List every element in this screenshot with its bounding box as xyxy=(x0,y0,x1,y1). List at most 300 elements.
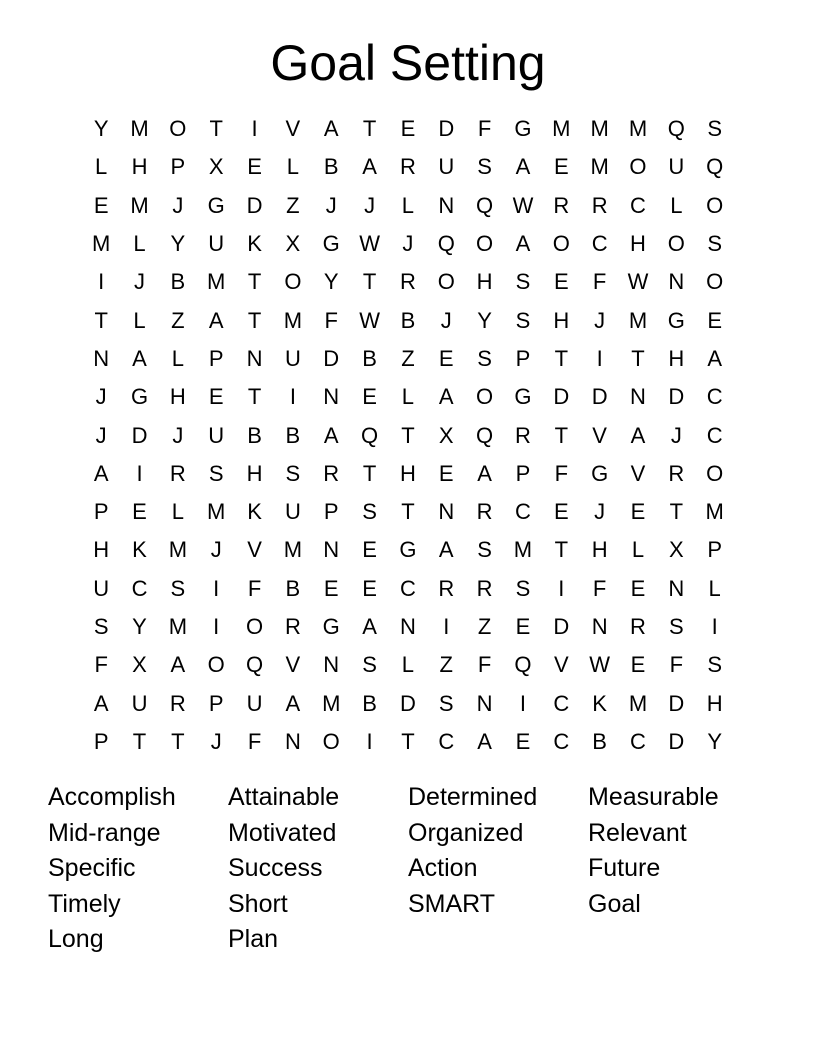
grid-letter: W xyxy=(627,269,649,295)
grid-letter: J xyxy=(134,269,146,295)
grid-letter: U xyxy=(284,499,301,525)
grid-letter: O xyxy=(284,269,302,295)
grid-letter: V xyxy=(285,116,301,142)
grid-letter: Y xyxy=(170,231,186,257)
grid-letter: Q xyxy=(476,422,494,448)
grid-letter: U xyxy=(208,231,225,257)
grid-letter: J xyxy=(364,192,376,218)
grid-letter: E xyxy=(707,307,723,333)
grid-letter: A xyxy=(208,307,224,333)
grid-letter: E xyxy=(400,116,416,142)
grid-letter: T xyxy=(401,728,415,754)
grid-letter: J xyxy=(95,384,107,410)
grid-letter: R xyxy=(553,192,570,218)
grid-letter: K xyxy=(247,499,262,525)
grid-letter: S xyxy=(477,345,492,371)
grid-letter: G xyxy=(322,231,340,257)
grid-letter: D xyxy=(131,422,148,448)
grid-letter: Y xyxy=(477,307,492,333)
grid-letter: O xyxy=(169,116,187,142)
grid-letter: I xyxy=(558,575,565,601)
grid-letter: A xyxy=(93,460,109,486)
grid-letter: Z xyxy=(401,345,415,371)
grid-letter: S xyxy=(668,614,684,639)
grid-letter: M xyxy=(92,231,111,257)
grid-letter: A xyxy=(170,652,186,678)
grid-letter: T xyxy=(401,422,415,448)
grid-letter: J xyxy=(440,307,452,333)
grid-letter: C xyxy=(706,422,723,448)
grid-letter: L xyxy=(171,499,184,525)
grid-letter: A xyxy=(477,460,492,486)
grid-letter: G xyxy=(207,192,225,218)
grid-letter: S xyxy=(707,116,723,142)
grid-letter: K xyxy=(592,690,607,716)
grid-letter: S xyxy=(707,652,723,678)
grid-letter: Q xyxy=(361,422,379,448)
grid-letter: O xyxy=(706,192,724,218)
grid-letter: W xyxy=(359,231,380,257)
grid-letter: L xyxy=(631,537,645,563)
grid-letter: W xyxy=(359,307,380,333)
grid-letter: Q xyxy=(476,192,494,218)
grid-letter: I xyxy=(519,690,527,716)
grid-letter: E xyxy=(553,499,569,525)
grid-letter: R xyxy=(515,422,531,448)
grid-letter: E xyxy=(630,499,646,525)
word-list-item: SMART xyxy=(408,889,496,918)
grid-letter: R xyxy=(476,499,493,525)
grid-letter: H xyxy=(706,690,723,716)
grid-letter: E xyxy=(208,384,224,410)
grid-letter: R xyxy=(399,269,416,295)
grid-letter: M xyxy=(283,307,303,333)
grid-letter: F xyxy=(592,269,607,295)
grid-letter: P xyxy=(323,499,339,525)
grid-letter: I xyxy=(251,116,258,142)
grid-letter: L xyxy=(401,192,415,218)
grid-letter: F xyxy=(477,652,492,678)
grid-letter: N xyxy=(668,575,685,601)
grid-letter: M xyxy=(705,499,724,525)
grid-letter: L xyxy=(171,345,184,371)
grid-letter: H xyxy=(93,537,110,563)
grid-letter: N xyxy=(323,384,340,410)
grid-letter: I xyxy=(711,614,718,639)
grid-letter: E xyxy=(630,652,646,678)
grid-letter: H xyxy=(668,345,685,371)
grid-letter: O xyxy=(706,460,724,486)
grid-letter: B xyxy=(285,575,301,601)
grid-letter: B xyxy=(362,345,377,371)
grid-row xyxy=(82,531,734,569)
grid-letter: H xyxy=(476,269,493,295)
word-list-item: Attainable xyxy=(228,783,340,811)
grid-letter: T xyxy=(631,345,645,371)
word-list xyxy=(48,780,768,958)
grid-letter: U xyxy=(131,690,148,716)
grid-letter: K xyxy=(132,537,147,563)
grid-letter: X xyxy=(285,231,301,257)
grid-letter: F xyxy=(324,307,338,333)
grid-letter: R xyxy=(591,192,608,218)
grid-letter: M xyxy=(513,537,533,563)
grid-letter: A xyxy=(707,345,723,371)
grid-row xyxy=(82,416,734,454)
grid-letter: T xyxy=(554,345,569,371)
grid-letter: J xyxy=(670,422,682,448)
grid-letter: N xyxy=(476,690,493,716)
word-list-item: Action xyxy=(408,854,478,882)
grid-letter: B xyxy=(592,728,607,754)
grid-letter: N xyxy=(246,345,263,371)
grid-letter: O xyxy=(322,728,340,754)
word-list-item: Organized xyxy=(408,818,524,847)
grid-letter: F xyxy=(592,575,607,601)
grid-letter: B xyxy=(247,422,262,448)
grid-letter: A xyxy=(477,728,492,754)
grid-letter: J xyxy=(594,307,606,333)
grid-letter: J xyxy=(172,422,184,448)
word-list-item: Specific xyxy=(48,854,136,882)
grid-letter: U xyxy=(668,154,685,180)
grid-letter: H xyxy=(630,231,646,257)
grid-letter: F xyxy=(94,652,108,678)
grid-letter: Q xyxy=(245,652,264,678)
grid-letter: S xyxy=(362,652,377,678)
grid-letter: A xyxy=(132,345,147,371)
grid-letter: R xyxy=(630,614,646,639)
grid-letter: R xyxy=(668,460,685,486)
grid-letter: V xyxy=(553,652,569,678)
grid-letter: L xyxy=(286,154,300,180)
grid-letter: L xyxy=(95,154,108,180)
grid-letter: M xyxy=(130,192,149,218)
grid-letter: Z xyxy=(477,614,492,639)
grid-letter: E xyxy=(132,499,147,525)
grid-letter: G xyxy=(591,460,609,486)
grid-letter: S xyxy=(285,460,301,486)
grid-letter: S xyxy=(208,460,224,486)
grid-letter: D xyxy=(668,384,685,410)
grid-letter: P xyxy=(93,728,109,754)
grid-letter: D xyxy=(553,384,570,410)
grid-letter: M xyxy=(168,537,188,563)
grid-letter: G xyxy=(667,307,685,333)
grid-row xyxy=(82,263,734,301)
grid-letter: T xyxy=(362,460,377,486)
grid-letter: E xyxy=(553,154,569,180)
grid-row xyxy=(82,148,734,186)
grid-letter: E xyxy=(362,537,377,563)
grid-letter: T xyxy=(247,307,262,333)
grid-letter: I xyxy=(98,269,105,295)
grid-letter: D xyxy=(399,690,416,716)
grid-letter: D xyxy=(438,116,455,142)
grid-letter: N xyxy=(630,384,646,410)
grid-letter: P xyxy=(515,460,531,486)
grid-letter: O xyxy=(437,269,455,295)
grid-letter: I xyxy=(213,575,220,601)
grid-row xyxy=(82,608,734,646)
grid-row xyxy=(82,110,734,148)
grid-letter: O xyxy=(706,269,724,295)
grid-letter: R xyxy=(399,154,416,180)
word-list-item: Mid-range xyxy=(48,818,161,847)
grid-letter: T xyxy=(247,384,262,410)
grid-row xyxy=(82,340,734,378)
grid-letter: F xyxy=(247,575,262,601)
grid-letter: G xyxy=(514,384,532,410)
grid-letter: D xyxy=(668,690,685,716)
grid-letter: O xyxy=(667,231,685,257)
grid-letter: L xyxy=(708,575,721,601)
grid-letter: D xyxy=(246,192,263,218)
grid-letter: H xyxy=(246,460,263,486)
grid-letter: N xyxy=(668,269,685,295)
grid-letter: E xyxy=(515,728,531,754)
grid-letter: I xyxy=(366,728,373,754)
grid-row xyxy=(82,455,734,493)
grid-letter: C xyxy=(706,384,723,410)
grid-letter: Y xyxy=(132,614,147,639)
grid-letter: H xyxy=(399,460,416,486)
grid-letter: K xyxy=(247,231,262,257)
word-list-item: Short xyxy=(228,889,288,918)
grid-letter: Q xyxy=(437,231,455,257)
grid-letter: J xyxy=(95,422,107,448)
grid-letter: Y xyxy=(93,116,109,142)
grid-row xyxy=(82,493,734,531)
grid-letter: J xyxy=(594,499,606,525)
grid-letter: J xyxy=(172,192,184,218)
grid-letter: N xyxy=(93,345,110,371)
grid-letter: E xyxy=(438,345,454,371)
grid-letter: M xyxy=(590,116,609,142)
grid-letter: T xyxy=(362,116,377,142)
grid-letter: N xyxy=(323,537,340,563)
grid-letter: S xyxy=(515,269,531,295)
grid-letter: Y xyxy=(323,269,339,295)
grid-letter: N xyxy=(591,614,608,639)
grid-letter: A xyxy=(438,384,454,410)
grid-letter: M xyxy=(207,269,226,295)
grid-letter: S xyxy=(477,154,492,180)
grid-letter: F xyxy=(247,728,262,754)
grid-letter: Q xyxy=(514,652,532,678)
grid-letter: T xyxy=(362,269,377,295)
grid-letter: P xyxy=(208,345,224,371)
grid-letter: M xyxy=(590,154,609,180)
grid-letter: T xyxy=(171,728,185,754)
grid-letter: Z xyxy=(171,307,185,333)
grid-letter: M xyxy=(628,116,648,142)
grid-letter: T xyxy=(132,728,147,754)
grid-letter: N xyxy=(284,728,301,754)
grid-letter: B xyxy=(362,690,377,716)
grid-letter: M xyxy=(628,307,648,333)
grid-row xyxy=(82,301,734,339)
grid-letter: A xyxy=(93,690,109,716)
grid-letter: C xyxy=(515,499,531,525)
grid-letter: B xyxy=(170,269,186,295)
grid-letter: J xyxy=(402,231,414,257)
grid-letter: N xyxy=(438,499,455,525)
grid-letter: B xyxy=(400,307,416,333)
grid-letter: A xyxy=(323,422,339,448)
grid-letter: M xyxy=(168,614,188,639)
grid-letter: X xyxy=(132,652,147,678)
grid-letter: R xyxy=(169,460,186,486)
word-list-item: Accomplish xyxy=(48,783,176,811)
grid-letter: A xyxy=(515,231,531,257)
grid-letter: D xyxy=(553,614,570,639)
word-search-grid xyxy=(82,110,734,761)
grid-letter: T xyxy=(554,422,569,448)
grid-letter: G xyxy=(399,537,417,563)
grid-letter: E xyxy=(362,384,377,410)
grid-letter: H xyxy=(131,154,148,180)
grid-letter: H xyxy=(591,537,608,563)
grid-letter: M xyxy=(628,690,648,716)
grid-row xyxy=(82,570,734,608)
grid-letter: E xyxy=(247,154,262,180)
grid-letter: C xyxy=(399,575,416,601)
grid-letter: D xyxy=(668,728,685,754)
grid-letter: E xyxy=(515,614,531,639)
grid-letter: O xyxy=(552,231,570,257)
grid-letter: T xyxy=(554,537,569,563)
grid-letter: U xyxy=(208,422,225,448)
word-list-item: Measurable xyxy=(588,783,719,811)
grid-letter: W xyxy=(512,192,534,218)
grid-letter: R xyxy=(476,575,493,601)
grid-letter: N xyxy=(438,192,455,218)
grid-letter: M xyxy=(130,116,149,142)
word-list-item: Determined xyxy=(408,783,538,811)
grid-letter: W xyxy=(589,652,611,678)
grid-letter: X xyxy=(208,154,224,180)
grid-letter: S xyxy=(93,614,109,639)
page-title: Goal Setting xyxy=(270,35,546,91)
grid-letter: T xyxy=(209,116,223,142)
grid-letter: I xyxy=(136,460,143,486)
grid-letter: C xyxy=(131,575,148,601)
grid-letter: N xyxy=(399,614,416,639)
word-list-item: Plan xyxy=(228,925,279,953)
grid-letter: E xyxy=(553,269,569,295)
grid-letter: I xyxy=(596,345,603,371)
grid-letter: S xyxy=(170,575,186,601)
grid-letter: Z xyxy=(286,192,300,218)
grid-letter: V xyxy=(630,460,646,486)
grid-letter: H xyxy=(169,384,186,410)
grid-letter: I xyxy=(289,384,296,410)
word-list-item: Timely xyxy=(48,889,121,918)
grid-letter: M xyxy=(322,690,341,716)
grid-letter: R xyxy=(438,575,455,601)
grid-letter: T xyxy=(401,499,415,525)
grid-letter: F xyxy=(554,460,569,486)
grid-letter: U xyxy=(284,345,301,371)
grid-letter: Q xyxy=(706,154,724,180)
grid-letter: S xyxy=(362,499,377,525)
grid-letter: L xyxy=(401,652,415,678)
grid-letter: E xyxy=(630,575,646,601)
grid-row xyxy=(82,225,734,263)
grid-letter: R xyxy=(169,690,186,716)
grid-letter: T xyxy=(247,269,262,295)
grid-letter: D xyxy=(591,384,608,410)
grid-letter: S xyxy=(515,307,531,333)
grid-row xyxy=(82,378,734,416)
grid-letter: P xyxy=(707,537,723,563)
grid-letter: L xyxy=(670,192,683,218)
grid-letter: A xyxy=(362,154,377,180)
grid-letter: A xyxy=(630,422,646,448)
grid-letter: O xyxy=(629,154,647,180)
grid-letter: P xyxy=(515,345,531,371)
grid-letter: R xyxy=(284,614,301,639)
grid-letter: L xyxy=(133,307,146,333)
grid-letter: D xyxy=(323,345,340,371)
grid-letter: O xyxy=(476,231,494,257)
grid-letter: O xyxy=(245,614,264,639)
grid-letter: U xyxy=(438,154,455,180)
grid-letter: J xyxy=(210,728,222,754)
grid-letter: C xyxy=(553,728,570,754)
grid-letter: E xyxy=(323,575,339,601)
grid-letter: C xyxy=(591,231,608,257)
grid-letter: S xyxy=(477,537,492,563)
grid-letter: J xyxy=(210,537,222,563)
grid-letter: U xyxy=(93,575,110,601)
grid-letter: A xyxy=(323,116,339,142)
grid-letter: V xyxy=(592,422,607,448)
word-list-item: Future xyxy=(588,854,661,882)
grid-letter: P xyxy=(208,690,224,716)
grid-letter: H xyxy=(553,307,570,333)
grid-letter: L xyxy=(133,231,146,257)
grid-letter: V xyxy=(247,537,262,563)
grid-letter: G xyxy=(130,384,149,410)
grid-letter: X xyxy=(438,422,454,448)
grid-letter: P xyxy=(93,499,109,525)
grid-letter: F xyxy=(669,652,684,678)
grid-letter: U xyxy=(246,690,263,716)
grid-letter: T xyxy=(94,307,108,333)
grid-letter: T xyxy=(669,499,684,525)
grid-letter: O xyxy=(476,384,494,410)
grid-letter: M xyxy=(283,537,303,563)
grid-letter: L xyxy=(401,384,415,410)
grid-letter: B xyxy=(323,154,339,180)
word-list-item: Relevant xyxy=(588,818,687,847)
grid-letter: A xyxy=(285,690,301,716)
grid-letter: C xyxy=(630,192,646,218)
word-list-item: Long xyxy=(48,925,104,953)
grid-letter: S xyxy=(707,231,723,257)
grid-letter: I xyxy=(443,614,450,639)
grid-letter: S xyxy=(438,690,454,716)
grid-letter: E xyxy=(438,460,454,486)
grid-letter: Z xyxy=(439,652,453,678)
grid-letter: P xyxy=(170,154,186,180)
grid-row xyxy=(82,646,734,684)
grid-letter: G xyxy=(514,116,532,142)
grid-letter: A xyxy=(515,154,531,180)
grid-letter: C xyxy=(553,690,570,716)
